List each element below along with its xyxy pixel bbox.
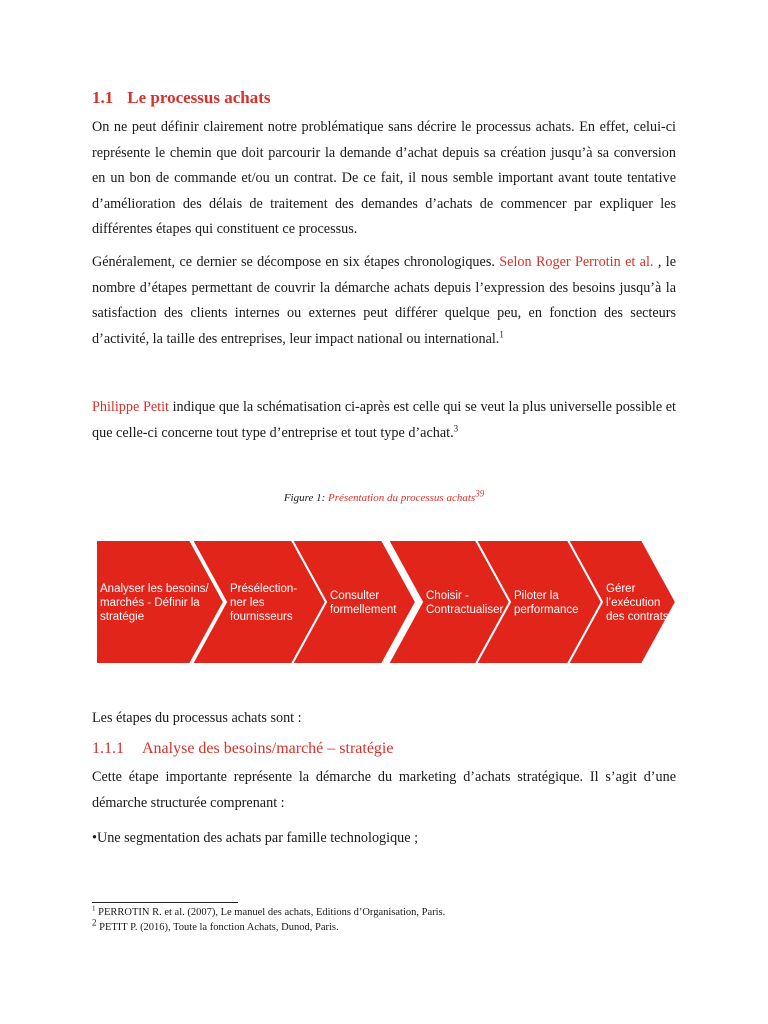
subsection-title: Analyse des besoins/marché – stratégie — [142, 740, 394, 757]
section-number: 1.1 — [92, 88, 114, 107]
process-step-label-3: Consulter formellement — [330, 590, 397, 616]
subsection-number: 1.1.1 — [92, 740, 124, 757]
footnote-1 — [92, 906, 445, 920]
paragraph-steps — [92, 250, 676, 352]
figure-label: Figure 1: — [283, 492, 326, 504]
footnote-number: 1 — [92, 904, 96, 913]
footnote-text: PERROTIN R. et al. (2007), Le manuel des achats, Editions d’Organisation, Paris. — [95, 907, 446, 918]
bullet-item: •Une segmentation des achats par famille technologique ; — [92, 830, 419, 846]
paragraph-petit — [92, 395, 676, 446]
section-heading — [92, 88, 271, 108]
citation-petit: Philippe Petit — [92, 399, 169, 415]
process-step-label-2: Présélection-ner les fournisseurs — [230, 583, 298, 623]
paragraph-intro: On ne peut définir clairement notre problématique sans décrire le processus achats. En effet, celui-ci représente le chemin que doit parcourir la demande d’achat depuis sa création jusqu’à sa conversion en un bon de commande et/ou un contrat. De ce fait, il nous semble important avant toute tentative d’amélioration des délais de traitement des demandes d’achats de commencer par expliquer les différentes étapes qui constituent ce processus. — [92, 119, 676, 237]
process-step-label-5: Piloter la performance — [514, 590, 579, 616]
footnote-number: 2 — [92, 917, 97, 928]
footnote-text: PETIT P. (2016), Toute la fonction Achats, Dunod, Paris. — [96, 922, 339, 933]
paragraph-steps-text-cont: , le nombre d’étapes permettant de couvrir la démarche achats depuis l’expression des besoins jusqu’à la satisfaction des clients internes ou externes peut différer quelque peu, en fonction des secteurs d’activité, la taille des entreprises, leur impact national ou international. — [92, 254, 676, 347]
footnote-ref: 1 — [499, 328, 504, 339]
paragraph-petit-text: indique que la schématisation ci-après est celle qui se veut la plus universelle possible et que celle-ci concerne tout type d’entreprise et tout type d’achat. — [92, 399, 676, 441]
footnote-2 — [92, 917, 339, 935]
figure-ref: 39 — [475, 488, 485, 499]
paragraph-steps-text: Généralement, ce dernier se décompose en six étapes chronologiques. — [92, 254, 500, 270]
paragraph-steps-list: Les étapes du processus achats sont : — [92, 710, 302, 726]
citation-perrotin: Selon Roger Perrotin et al. — [499, 254, 654, 270]
process-step-label-6: Gérer l’exécution des contrats — [606, 583, 669, 623]
process-step-label-4: Choisir -Contractualiser — [426, 590, 504, 616]
process-diagram — [96, 540, 678, 664]
figure-title: Présentation du processus achats — [325, 492, 476, 504]
section-title: Le processus achats — [127, 88, 271, 107]
subsection-heading — [92, 740, 393, 758]
paragraph-marketing: Cette étape importante représente la démarche du marketing d’achats stratégique. Il s’agit d’une démarche structurée comprenant : — [92, 769, 676, 811]
footnote-divider — [92, 902, 238, 903]
process-step-label-1: Analyser les besoins/ marchés - Définir la stratégie — [100, 583, 209, 623]
footnote-ref: 3 — [453, 422, 459, 433]
figure-caption — [0, 488, 768, 504]
